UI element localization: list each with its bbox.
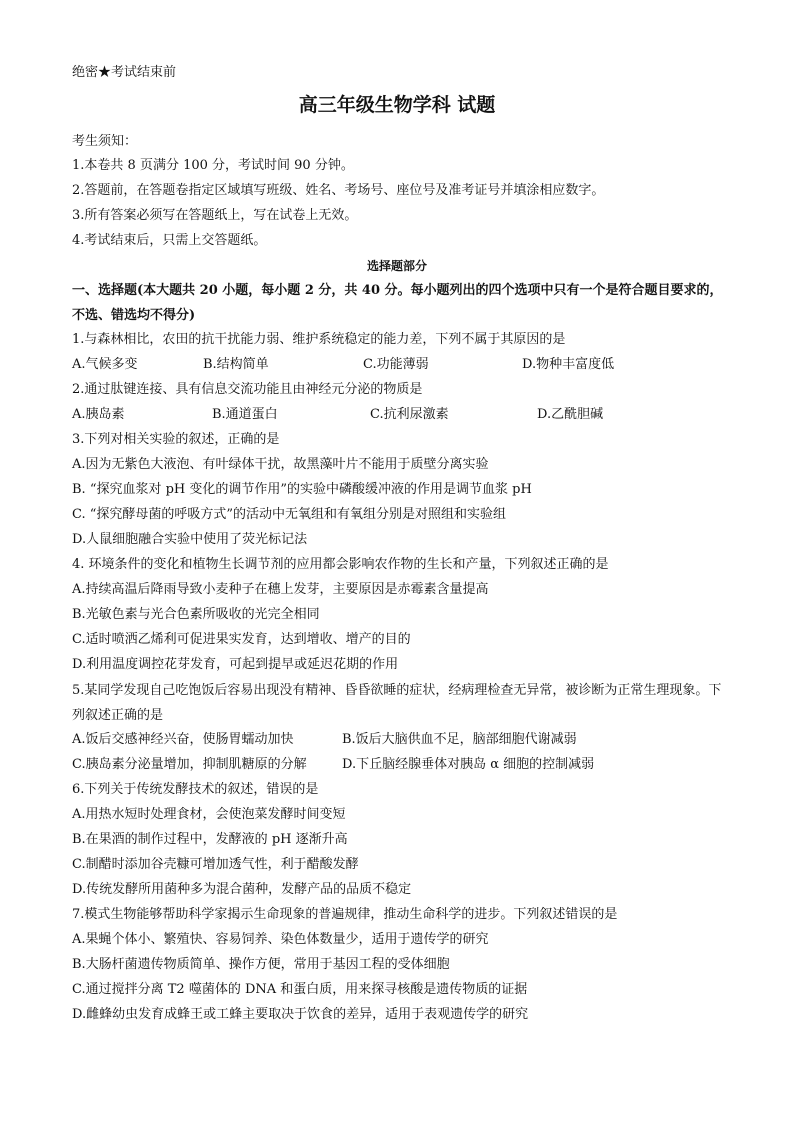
question-7-stem: 7.模式生物能够帮助科学家揭示生命现象的普遍规律，推动生命科学的进步。下列叙述错误的是 (72, 907, 618, 922)
q7-option-b: B.大肠杆菌遗传物质简单、操作方便，常用于基因工程的受体细胞 (72, 957, 450, 972)
q5-option-a: A.饭后交感神经兴奋，使肠胃蠕动加快 (72, 732, 294, 747)
q3-option-c: C. “探究酵母菌的呼吸方式”的活动中无氧组和有氧组分别是对照组和实验组 (72, 507, 507, 522)
section-instructions: 一、选择题(本大题共 20 小题，每小题 2 分，共 40 分。每小题列出的四个选项中只有一个是符合题目要求的，不选、错选均不得分) (72, 283, 723, 323)
q2-option-a: A.胰岛素 (72, 407, 125, 422)
q5-option-b: B.饭后大脑供血不足，脑部细胞代谢减弱 (342, 732, 577, 747)
q1-option-c: C.功能薄弱 (363, 357, 429, 372)
q5-option-c: C.胰岛素分泌量增加，抑制肌糖原的分解 (72, 757, 307, 772)
notice-item: 1.本卷共 8 页满分 100 分，考试时间 90 分钟。 (72, 158, 354, 173)
question-4-stem: 4. 环境条件的变化和植物生长调节剂的应用都会影响农作物的生长和产量，下列叙述正确的是 (72, 557, 609, 572)
q2-option-c: C.抗利尿激素 (370, 407, 449, 422)
q6-option-c: C.制醋时添加谷壳糠可增加透气性，利于醋酸发酵 (72, 857, 359, 872)
notice-item: 4.考试结束后，只需上交答题纸。 (72, 233, 267, 248)
q5-option-d: D.下丘脑经腺垂体对胰岛 α 细胞的控制减弱 (342, 757, 595, 772)
q1-option-a: A.气候多变 (72, 357, 138, 372)
page-title: 高三年级生物学科 试题 (298, 94, 496, 116)
q7-option-a: A.果蝇个体小、繁殖快、容易饲养、染色体数量少，适用于遗传学的研究 (72, 932, 489, 947)
q2-option-b: B.通道蛋白 (212, 407, 278, 422)
q2-option-d: D.乙酰胆碱 (537, 407, 604, 422)
question-2-stem: 2.通过肽键连接、具有信息交流功能且由神经元分泌的物质是 (72, 382, 423, 397)
q7-option-d: D.雌蜂幼虫发育成蜂王或工蜂主要取决于饮食的差异，适用于表观遗传学的研究 (72, 1007, 529, 1022)
secret-label: 绝密★考试结束前 (72, 65, 177, 80)
question-3-stem: 3.下列对相关实验的叙述，正确的是 (72, 432, 280, 447)
q6-option-a: A.用热水短时处理食材，会使泡菜发酵时间变短 (72, 807, 346, 822)
q1-option-b: B.结构简单 (203, 357, 269, 372)
notice-heading: 考生须知： (72, 134, 138, 149)
question-6-stem: 6.下列关于传统发酵技术的叙述，错误的是 (72, 782, 319, 797)
notice-item: 2.答题前，在答题卷指定区域填写班级、姓名、考场号、座位号及准考证号并填涂相应数字。 (72, 183, 605, 198)
q3-option-d: D.人鼠细胞融合实验中使用了荧光标记法 (72, 532, 308, 547)
q4-option-d: D.利用温度调控花芽发育，可起到提早或延迟花期的作用 (72, 657, 399, 672)
q6-option-b: B.在果酒的制作过程中，发酵液的 pH 逐渐升高 (72, 832, 348, 847)
q1-option-d: D.物种丰富度低 (522, 357, 615, 372)
notice-item: 3.所有答案必须写在答题纸上，写在试卷上无效。 (72, 208, 358, 223)
question-5-stem: 5.某同学发现自己吃饱饭后容易出现没有精神、昏昏欲睡的症状，经病理检查无异常，被诊断为正常生理现象。下列叙述正确的是 (72, 683, 722, 723)
q4-option-c: C.适时喷洒乙烯利可促进果实发育，达到增收、增产的目的 (72, 632, 411, 647)
q4-option-a: A.持续高温后降雨导致小麦种子在穗上发芽，主要原因是赤霉素含量提高 (72, 582, 489, 597)
question-1-stem: 1.与森林相比，农田的抗干扰能力弱、维护系统稳定的能力差，下列不属于其原因的是 (72, 332, 566, 347)
q6-option-d: D.传统发酵所用菌种多为混合菌种，发酵产品的品质不稳定 (72, 882, 412, 897)
q3-option-b: B. “探究血浆对 pH 变化的调节作用”的实验中磷酸缓冲液的作用是调节血浆 pH (72, 482, 532, 497)
section-heading: 选择题部分 (366, 259, 427, 273)
q7-option-c: C.通过搅拌分离 T2 噬菌体的 DNA 和蛋白质，用来探寻核酸是遗传物质的证据 (72, 982, 528, 997)
q4-option-b: B.光敏色素与光合色素所吸收的光完全相同 (72, 607, 320, 622)
q3-option-a: A.因为无紫色大液泡、有叶绿体干扰，故黑藻叶片不能用于质壁分离实验 (72, 457, 489, 472)
